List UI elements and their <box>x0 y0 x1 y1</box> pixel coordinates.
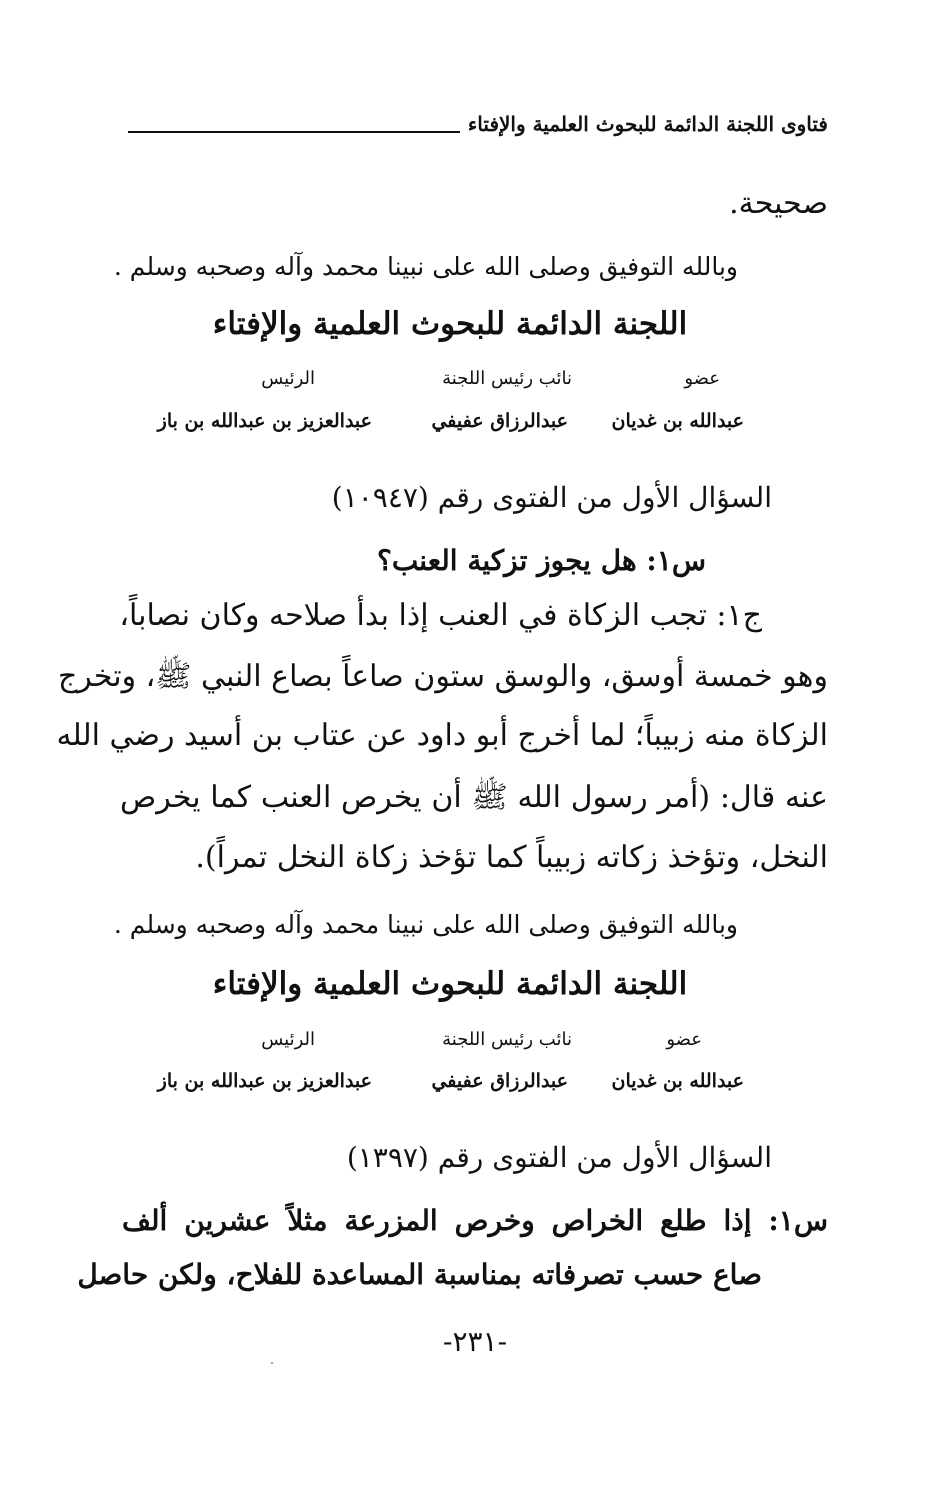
signature-role: نائب رئيس اللجنة <box>442 1029 572 1050</box>
signature-role: نائب رئيس اللجنة <box>442 368 572 389</box>
signature-role: عضو <box>666 1029 702 1050</box>
question-line: صاع حسب تصرفاته بمناسبة المساعدة للفلاح، ولكن حاصل <box>77 1258 762 1291</box>
question-line: س١: إذا طلع الخراص وخرص المزرعة مثلاً عشرين ألف <box>122 1204 828 1237</box>
header-rule <box>128 131 460 133</box>
fatwa-reference: السؤال الأول من الفتوى رقم (١٣٩٧) <box>346 1141 772 1174</box>
answer-line: عنه قال: (أمر رسول الله ﷺ أن يخرص العنب كما يخرص <box>120 780 828 815</box>
signature-role: الرئيس <box>261 1029 315 1050</box>
signature-role: الرئيس <box>261 368 315 389</box>
closing-formula: وبالله التوفيق وصلى الله على نبينا محمد وآله وصحبه وسلم . <box>113 910 738 939</box>
signature-name: عبدالرزاق عفيفي <box>431 410 568 432</box>
fatwa-reference: السؤال الأول من الفتوى رقم (١٠٩٤٧) <box>331 481 772 514</box>
running-header-title: فتاوى اللجنة الدائمة للبحوث العلمية والإفتاء <box>467 112 828 136</box>
answer-line: النخل، وتؤخذ زكاته زبيباً كما تؤخذ زكاة النخل تمراً). <box>195 840 828 875</box>
signature-name: عبدالله بن غديان <box>611 410 744 432</box>
committee-name: اللجنة الدائمة للبحوث العلمية والإفتاء <box>212 306 688 342</box>
page-number: -٢٣١- <box>442 1325 508 1358</box>
signature-name: عبدالرزاق عفيفي <box>431 1070 568 1092</box>
signature-name: عبدالله بن غديان <box>611 1070 744 1092</box>
scan-speck <box>271 1362 273 1364</box>
answer-line: وهو خمسة أوسق، والوسق ستون صاعاً بصاع النبي ﷺ، وتخرج <box>57 659 828 694</box>
closing-formula: وبالله التوفيق وصلى الله على نبينا محمد وآله وصحبه وسلم . <box>113 252 738 281</box>
answer-line: الزكاة منه زبيباً؛ لما أخرج أبو داود عن عتاب بن أسيد رضي الله <box>56 718 828 753</box>
answer-line: ج١: تجب الزكاة في العنب إذا بدأ صلاحه وكان نصاباً، <box>119 598 762 633</box>
committee-name: اللجنة الدائمة للبحوث العلمية والإفتاء <box>212 966 688 1002</box>
signature-role: عضو <box>684 368 720 389</box>
continuation-text: صحيحة. <box>729 186 828 221</box>
signature-name: عبدالعزيز بن عبدالله بن باز <box>157 410 372 432</box>
question-text: س١: هل يجوز تزكية العنب؟ <box>376 544 706 577</box>
signature-name: عبدالعزيز بن عبدالله بن باز <box>157 1070 372 1092</box>
